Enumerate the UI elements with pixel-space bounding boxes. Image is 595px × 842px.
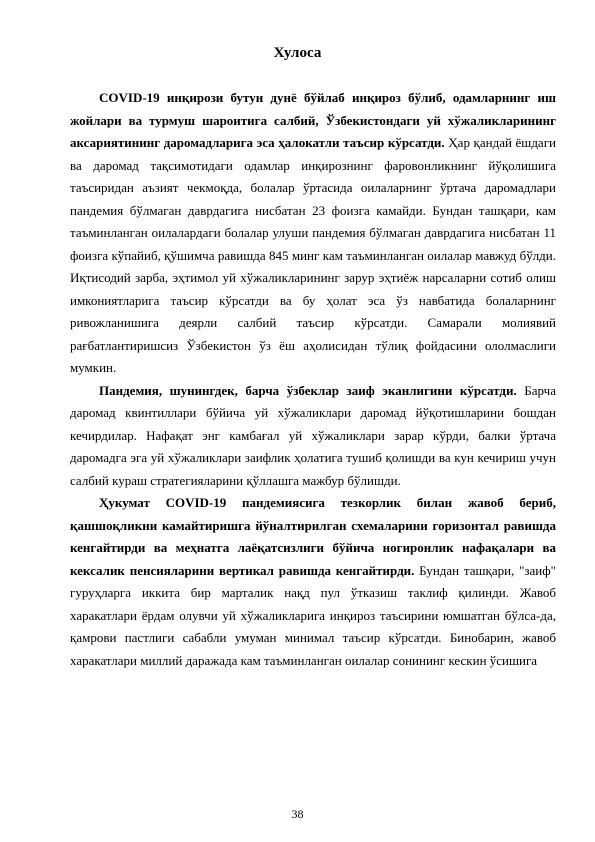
paragraph xyxy=(70,87,556,380)
page-number: 38 xyxy=(291,807,304,821)
paragraph-text: Барча даромад квинтиллари бўйича уй хўжаликлари даромад йўқотишларини бошдан кечирдилар. Нафақат энг камбағал уй хўжаликлари зарар кўрди, балки ўртача даромадга эга уй хўжаликлари заифлик ҳолатига тушиб қолишди ва кун кечириш учун салбий кураш стратегияларини қўллашга мажбур бўлишди. xyxy=(70,382,556,488)
paragraph-lead: Пандемия, шунингдек, барча ўзбеклар заиф эканлигини кўрсатди. xyxy=(99,382,517,398)
paragraph xyxy=(70,380,556,493)
body-text xyxy=(70,87,556,672)
paragraph-text: Бундан ташқари, "заиф" гуруҳларга иккита бир марталик нақд пул ўтказиш таклиф қилинди. Жавоб харакатлари ёрдам олувчи уй хўжаликларига инқироз таъсирини юмшатган бўлса-да, қамрови пастлиги сабабли умуман минимал таъсир кўрсатди. Бинобарин, жавоб харакатлари миллий даражада кам таъминланган оилалар сонининг кескин ўсишига xyxy=(70,562,556,668)
paragraph xyxy=(70,492,556,672)
paragraph-lead: COVID-19 инқирози бутун дунё бўйлаб инқироз бўлиб, одамларнинг иш жойлари ва турмуш шароитига салбий, Ўзбекистондаги уй хўжаликларининг аксариятининг даромадларига эса ҳалокатли таъсир кўрсатди. xyxy=(70,90,556,150)
paragraph-text: Ҳар қандай ёшдаги ва даромад тақсимотидаги одамлар инқирознинг фаровонликнинг йўқолишига таъсиридан аъзият чекмоқда, болалар ўртасида оилаларнинг ўртача даромадлари пандемия бўлмаган даврдагига нисбатан 23 фоизга камайди. Бундан ташқари, кам таъминланган оилалардаги болалар улуши пандемия бўлмаган даврдагига нисбатан 11 фоизга кўпайиб, қўшимча равишда 845 минг кам таъминланган оилалар мавжуд бўлди. Иқтисодий зарба, эҳтимол уй хўжаликларининг зарур эҳтиёж нарсаларни сотиб олиш имкониятларига таъсир кўрсатди ва бу ҳолат эса ўз навбатида болаларнинг ривожланишига деярли салбий таъсир кўрсатди. Самарали молиявий рағбатлантиришсиз Ўзбекистон ўз ёш аҳолисидан тўлиқ фойдасини ололмаслиги мумкин. xyxy=(70,135,556,375)
page-title: Хулоса xyxy=(273,45,322,61)
paragraph-lead: Ҳукумат COVID-19 пандемиясига тезкорлик билан жавоб бериб, қашшоқликни камайтиришга йўналтирилган схемаларини горизонтал равишда кенгайтирди ва меҳнатга лаёқатсизлиги бўйича ногиронлик нафақалари ва кексалик пенсияларини вертикал равишда кенгайтирди. xyxy=(70,495,556,578)
